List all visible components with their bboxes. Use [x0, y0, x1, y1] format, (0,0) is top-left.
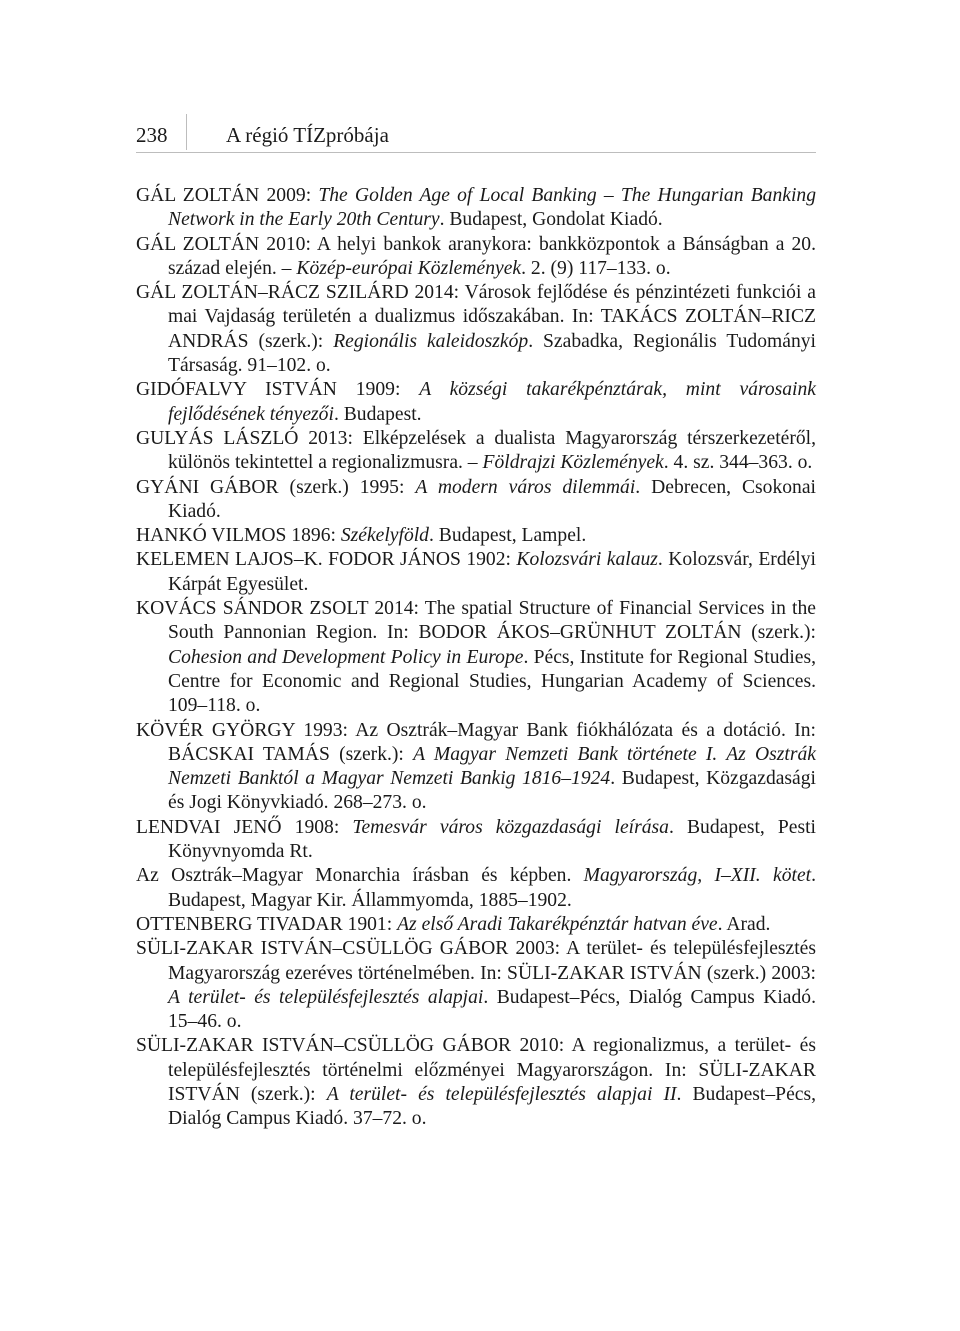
- reference-text: GÁL ZOLTÁN–RÁCZ SZILÁRD 2014: Városok fejlődése és pénzintézeti funkciói a mai Vajdaság területén a dualizmus időszakában. In: TAKÁCS ZOLTÁN–RICZ ANDRÁS (szerk.):: [136, 282, 816, 352]
- reference-title: Közép-európai Közlemények: [296, 257, 522, 279]
- reference-text: . Kolozsvár, Erdélyi Kárpát Egyesület.: [168, 549, 816, 595]
- reference-entry: [136, 427, 816, 476]
- reference-text: KÖVÉR GYÖRGY 1993: Az Osztrák–Magyar Bank fiókhálózata és a dotáció. In: BÁCSKAI TAMÁS (szerk.):: [136, 719, 816, 765]
- reference-entry: [136, 476, 816, 525]
- reference-title: Az első Aradi Takarékpénztár hatvan éve: [397, 913, 718, 935]
- header-divider: [186, 114, 187, 150]
- reference-entry: [136, 524, 816, 548]
- reference-entry: [136, 937, 816, 1034]
- reference-text: SÜLI-ZAKAR ISTVÁN–CSÜLLÖG GÁBOR 2010: A regionalizmus, a terület- és településfejlesztés történelmi előzményei Magyarországon. In: SÜLI-ZAKAR ISTVÁN (szerk.):: [136, 1035, 816, 1105]
- running-header: [136, 122, 816, 153]
- reference-text: . Debrecen, Csokonai Kiadó.: [168, 476, 816, 522]
- reference-entry: [136, 233, 816, 282]
- reference-entry: [136, 281, 816, 378]
- reference-title: Cohesion and Development Policy in Europe: [168, 646, 524, 668]
- reference-text: GÁL ZOLTÁN 2010: A helyi bankok aranykora: bankközpontok a Bánságban a 20. század elején. –: [136, 233, 816, 279]
- reference-entry: [136, 597, 816, 718]
- reference-entry: [136, 1034, 816, 1131]
- reference-list: [136, 184, 816, 1132]
- reference-text: . Budapest, Gondolat Kiadó.: [439, 209, 663, 231]
- reference-text: GIDÓFALVY ISTVÁN 1909:: [136, 379, 420, 401]
- reference-title: A Magyar Nemzeti Bank története I. Az Osztrák Nemzeti Banktól a Magyar Nemzeti Bankig 1816–1924: [168, 743, 816, 790]
- reference-text: . Budapest, Lampel.: [428, 525, 587, 547]
- reference-text: . Budapest, Pesti Könyvnyomda Rt.: [168, 816, 816, 863]
- reference-text: SÜLI-ZAKAR ISTVÁN–CSÜLLÖG GÁBOR 2003: A terület- és településfejlesztés Magyarország ezeréves történelmében. In: SÜLI-ZAKAR ISTVÁN (szerk.) 2003:: [136, 938, 816, 984]
- reference-title: Temesvár város közgazdasági leírása: [352, 816, 669, 838]
- reference-entry: [136, 864, 816, 913]
- reference-title: A községi takarékpénztárak, mint városaink fejlődésének tényezői: [168, 379, 816, 425]
- reference-text: GYÁNI GÁBOR (szerk.) 1995:: [136, 476, 416, 498]
- running-title: A régió TÍZpróbája: [226, 123, 389, 147]
- reference-entry: [136, 378, 816, 427]
- reference-title: The Golden Age of Local Banking – The Hungarian Banking Network in the Early 20th Century: [168, 185, 816, 231]
- reference-text: GÁL ZOLTÁN 2009:: [136, 185, 319, 206]
- reference-text: LENDVAI JENŐ 1908:: [136, 816, 353, 838]
- page-number: 238: [136, 123, 168, 147]
- reference-entry: [136, 548, 816, 597]
- reference-text: GULYÁS LÁSZLÓ 2013: Elképzelések a dualista Magyarország térszerkezetéről, különös tekintettel a regionalizmusra. –: [136, 427, 816, 474]
- reference-title: Földrajzi Közlemények: [482, 452, 664, 474]
- reference-text: . Budapest, Közgazdasági és Jogi Könyvkiadó. 268–273. o.: [168, 768, 816, 814]
- reference-text: . Pécs, Institute for Regional Studies, Centre for Economic and Regional Studies, Hungarian Academy of Sciences. 109–118. o.: [168, 646, 816, 717]
- reference-title: Magyarország, I–XII. kötet: [583, 865, 812, 887]
- reference-text: HANKÓ VILMOS 1896:: [136, 525, 341, 547]
- reference-title: A modern város dilemmái: [415, 476, 636, 498]
- reference-text: . Budapest, Magyar Kir. Állammyomda, 1885–1902.: [168, 865, 816, 911]
- reference-title: Kolozsvári kalauz: [516, 549, 658, 571]
- reference-text: KELEMEN LAJOS–K. FODOR JÁNOS 1902:: [136, 549, 517, 571]
- reference-text: . 4. sz. 344–363. o.: [663, 452, 813, 474]
- reference-text: Az Osztrák–Magyar Monarchia írásban és képben.: [136, 865, 584, 887]
- reference-text: KOVÁCS SÁNDOR ZSOLT 2014: The spatial Structure of Financial Services in the South Pannonian Region. In: BODOR ÁKOS–GRÜNHUT ZOLTÁN (szerk.):: [136, 598, 816, 644]
- reference-title: Regionális kaleidoszkóp: [333, 330, 529, 352]
- reference-title: A terület- és településfejlesztés alapjai II: [326, 1083, 677, 1105]
- reference-entry: [136, 719, 816, 816]
- reference-text: . Szabadka, Regionális Tudományi Társaság. 91–102. o.: [168, 330, 817, 377]
- reference-text: . Budapest–Pécs, Dialóg Campus Kiadó. 15–46. o.: [168, 986, 816, 1033]
- reference-text: . 2. (9) 117–133. o.: [521, 257, 671, 279]
- reference-entry: [136, 913, 816, 937]
- reference-entry: [136, 184, 816, 233]
- reference-text: . Budapest–Pécs, Dialóg Campus Kiadó. 37–72. o.: [168, 1083, 816, 1130]
- reference-entry: [136, 816, 816, 865]
- reference-text: . Arad.: [717, 913, 771, 935]
- reference-title: A terület- és településfejlesztés alapjai: [168, 986, 484, 1008]
- reference-title: Székelyföld: [340, 525, 429, 547]
- reference-text: . Budapest.: [333, 403, 422, 425]
- reference-text: OTTENBERG TIVADAR 1901:: [136, 913, 398, 935]
